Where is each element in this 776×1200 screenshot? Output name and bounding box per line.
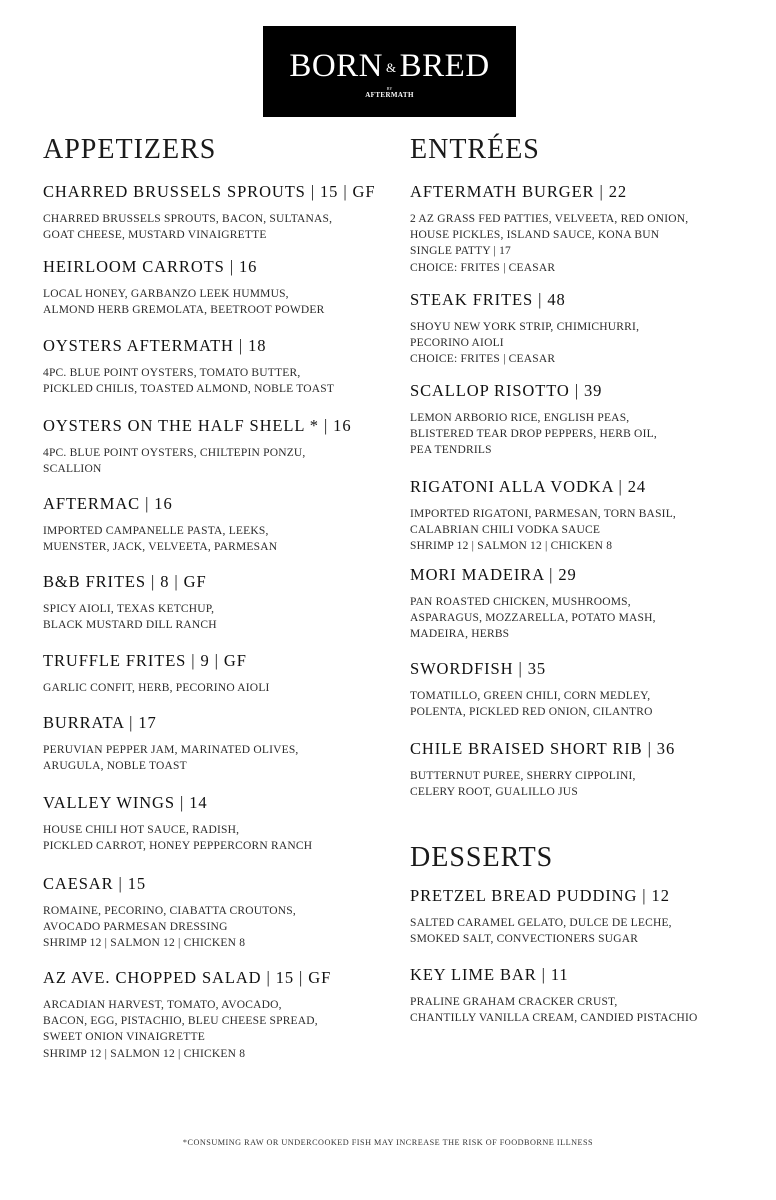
menu-item-title: CHILE BRAISED SHORT RIB | 36: [410, 739, 676, 758]
menu-item-description-line: HOUSE CHILI HOT SAUCE, RADISH,: [43, 824, 240, 836]
menu-item-description-line: BACON, EGG, PISTACHIO, BLEU CHEESE SPREAD,: [43, 1015, 318, 1028]
menu-item-description: [43, 523, 277, 555]
menu-item-description-line: PEA TENDRILS: [410, 444, 492, 457]
menu-item-title: SCALLOP RISOTTO | 39: [410, 381, 603, 400]
menu-item-title: AFTERMATH BURGER | 22: [410, 182, 628, 201]
entrees-menu-item: [410, 739, 675, 800]
entrees-menu-item: [410, 182, 688, 276]
menu-item-title: HEIRLOOM CARROTS | 16: [43, 257, 258, 276]
appetizers-menu-item: [43, 182, 375, 243]
menu-item-description-line: SPICY AIOLI, TEXAS KETCHUP,: [43, 603, 215, 615]
entrees-menu-item: [410, 477, 676, 555]
entrees-menu-item: [410, 290, 639, 368]
menu-item-description: [43, 211, 375, 243]
menu-item-description-line: CELERY ROOT, GUALILLO JUS: [410, 786, 578, 799]
brand-name-left: BORN: [289, 48, 384, 84]
menu-item-description: [43, 601, 217, 633]
brand-by: BY: [386, 86, 393, 91]
menu-item-description-line: IMPORTED CAMPANELLE PASTA, LEEKS,: [43, 525, 269, 537]
menu-item-description: [410, 688, 653, 720]
brand-logo: [263, 26, 516, 117]
menu-item-description-line: 4PC. BLUE POINT OYSTERS, TOMATO BUTTER,: [43, 367, 301, 379]
menu-item-description: [410, 594, 656, 643]
menu-item-title: AZ AVE. CHOPPED SALAD | 15 | GF: [43, 968, 332, 987]
menu-item-description-line: 2 AZ GRASS FED PATTIES, VELVEETA, RED ONION,: [410, 213, 689, 225]
menu-item-description-line: PRALINE GRAHAM CRACKER CRUST,: [410, 996, 618, 1008]
menu-item-description-line: SHRIMP 12 | SALMON 12 | CHICKEN 8: [43, 1047, 246, 1060]
menu-item-description-line: BLISTERED TEAR DROP PEPPERS, HERB OIL,: [410, 428, 657, 441]
appetizers-menu-item: [43, 713, 299, 774]
desserts-heading: DESSERTS: [410, 842, 554, 873]
menu-item-description-line: GARLIC CONFIT, HERB, PECORINO AIOLI: [43, 682, 270, 694]
entrees-heading: ENTRÉES: [410, 134, 540, 165]
menu-item-description-line: POLENTA, PICKLED RED ONION, CILANTRO: [410, 706, 653, 719]
menu-item-title: RIGATONI ALLA VODKA | 24: [410, 477, 647, 496]
menu-item-description: [43, 903, 296, 952]
menu-item-description-line: ASPARAGUS, MOZZARELLA, POTATO MASH,: [410, 612, 656, 625]
menu-item-description-line: SALTED CARAMEL GELATO, DULCE DE LECHE,: [410, 917, 672, 929]
raw-fish-disclaimer: *CONSUMING RAW OR UNDERCOOKED FISH MAY INCREASE THE RISK OF FOODBORNE ILLNESS: [182, 1138, 594, 1147]
appetizers-menu-item: [43, 416, 352, 477]
menu-item-title: STEAK FRITES | 48: [410, 290, 566, 309]
menu-item-title: KEY LIME BAR | 11: [410, 965, 569, 984]
menu-item-description-line: ROMAINE, PECORINO, CIABATTA CROUTONS,: [43, 905, 296, 917]
menu-item-description-line: PAN ROASTED CHICKEN, MUSHROOMS,: [410, 596, 631, 608]
menu-item-title: BURRATA | 17: [43, 713, 157, 732]
menu-item-description-line: MUENSTER, JACK, VELVEETA, PARMESAN: [43, 541, 278, 554]
desserts-menu-item: [410, 886, 672, 947]
menu-item-title: MORI MADEIRA | 29: [410, 565, 577, 584]
appetizers-menu-item: [43, 968, 331, 1062]
menu-item-description-line: PERUVIAN PEPPER JAM, MARINATED OLIVES,: [43, 744, 299, 756]
menu-item-description-line: SCALLION: [43, 463, 102, 476]
menu-item-description-line: 4PC. BLUE POINT OYSTERS, CHILTEPIN PONZU,: [43, 447, 306, 459]
menu-item-description-line: BLACK MUSTARD DILL RANCH: [43, 619, 217, 632]
menu-item-description: [43, 680, 270, 696]
menu-item-description-line: LOCAL HONEY, GARBANZO LEEK HUMMUS,: [43, 288, 289, 300]
menu-item-description-line: SWEET ONION VINAIGRETTE: [43, 1031, 205, 1044]
menu-item-description-line: PECORINO AIOLI: [410, 337, 504, 350]
menu-item-description-line: ARUGULA, NOBLE TOAST: [43, 760, 187, 773]
menu-item-description-line: LEMON ARBORIO RICE, ENGLISH PEAS,: [410, 412, 630, 424]
menu-item-title: VALLEY WINGS | 14: [43, 793, 208, 812]
appetizers-menu-item: [43, 494, 277, 555]
menu-item-description: [410, 506, 676, 555]
appetizers-heading: APPETIZERS: [43, 134, 217, 165]
brand-name: [263, 46, 516, 88]
menu-item-title: B&B FRITES | 8 | GF: [43, 572, 207, 591]
menu-item-description: [410, 211, 688, 276]
menu-item-description: [43, 445, 352, 477]
appetizers-menu-item: [43, 874, 296, 952]
entrees-menu-item: [410, 381, 657, 459]
brand-ampersand: &: [386, 60, 397, 76]
menu-item-description-line: CHOICE: FRITES | CEASAR: [410, 353, 556, 366]
menu-item-description-line: ALMOND HERB GREMOLATA, BEETROOT POWDER: [43, 304, 325, 317]
menu-item-description-line: ARCADIAN HARVEST, TOMATO, AVOCADO,: [43, 999, 282, 1011]
menu-item-description-line: BUTTERNUT PUREE, SHERRY CIPPOLINI,: [410, 770, 636, 782]
menu-item-description-line: IMPORTED RIGATONI, PARMESAN, TORN BASIL,: [410, 508, 676, 520]
menu-item-description-line: MADEIRA, HERBS: [410, 628, 510, 641]
menu-item-description-line: SHOYU NEW YORK STRIP, CHIMICHURRI,: [410, 321, 640, 333]
menu-item-description: [410, 915, 672, 947]
menu-item-description-line: HOUSE PICKLES, ISLAND SAUCE, KONA BUN: [410, 229, 660, 242]
menu-item-title: PRETZEL BREAD PUDDING | 12: [410, 886, 670, 905]
appetizers-menu-item: [43, 651, 270, 696]
menu-item-title: TRUFFLE FRITES | 9 | GF: [43, 651, 247, 670]
menu-item-title: OYSTERS AFTERMATH | 18: [43, 336, 267, 355]
appetizers-menu-item: [43, 572, 217, 633]
menu-item-title: OYSTERS ON THE HALF SHELL * | 16: [43, 416, 352, 435]
menu-item-description-line: CALABRIAN CHILI VODKA SAUCE: [410, 524, 601, 537]
menu-item-description-line: SHRIMP 12 | SALMON 12 | CHICKEN 8: [410, 540, 613, 553]
brand-subtitle: AFTERMATH: [365, 91, 414, 99]
menu-item-title: AFTERMAC | 16: [43, 494, 173, 513]
menu-item-description: [410, 410, 657, 459]
menu-item-title: CHARRED BRUSSELS SPROUTS | 15 | GF: [43, 182, 376, 201]
menu-item-description-line: SINGLE PATTY | 17: [410, 245, 512, 258]
menu-item-description: [43, 997, 331, 1062]
entrees-menu-item: [410, 565, 656, 643]
menu-item-description-line: CHANTILLY VANILLA CREAM, CANDIED PISTACHIO: [410, 1012, 698, 1025]
menu-item-description-line: GOAT CHEESE, MUSTARD VINAIGRETTE: [43, 229, 267, 242]
desserts-menu-item: [410, 965, 698, 1026]
appetizers-menu-item: [43, 336, 334, 397]
menu-item-description-line: PICKLED CHILIS, TOASTED ALMOND, NOBLE TOAST: [43, 383, 335, 396]
menu-item-title: CAESAR | 15: [43, 874, 147, 893]
brand-name-right: BRED: [399, 48, 490, 84]
menu-item-description-line: TOMATILLO, GREEN CHILI, CORN MEDLEY,: [410, 690, 651, 702]
menu-item-description: [43, 742, 299, 774]
menu-item-description-line: CHARRED BRUSSELS SPROUTS, BACON, SULTANAS,: [43, 213, 333, 225]
menu-item-description: [43, 822, 312, 854]
appetizers-menu-item: [43, 793, 312, 854]
menu-item-description-line: SMOKED SALT, CONVECTIONERS SUGAR: [410, 933, 639, 946]
appetizers-menu-item: [43, 257, 325, 318]
menu-item-description: [43, 286, 325, 318]
menu-item-description: [410, 994, 698, 1026]
entrees-menu-item: [410, 659, 653, 720]
menu-item-description-line: CHOICE: FRITES | CEASAR: [410, 261, 556, 274]
menu-item-description: [410, 768, 675, 800]
menu-item-description-line: AVOCADO PARMESAN DRESSING: [43, 921, 228, 934]
menu-item-description-line: PICKLED CARROT, HONEY PEPPERCORN RANCH: [43, 840, 313, 853]
menu-item-title: SWORDFISH | 35: [410, 659, 547, 678]
menu-item-description: [410, 319, 639, 368]
menu-item-description-line: SHRIMP 12 | SALMON 12 | CHICKEN 8: [43, 937, 246, 950]
menu-item-description: [43, 365, 334, 397]
